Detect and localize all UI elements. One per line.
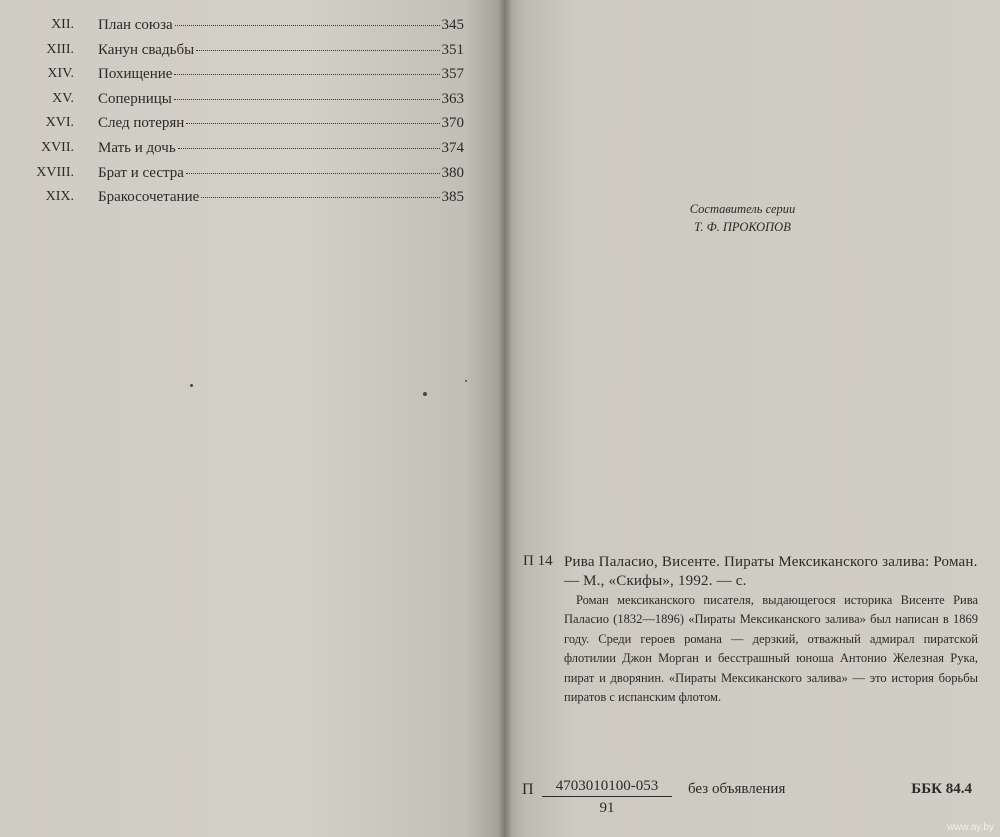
toc-row (0, 39, 470, 64)
toc-dot-leader (175, 25, 440, 26)
site-watermark: www.ay.by (946, 822, 994, 833)
toc-chapter-title: Мать и дочь (98, 139, 176, 156)
catalog-heading (564, 553, 980, 591)
toc-chapter-number: XVI. (45, 115, 74, 131)
toc-row (0, 14, 470, 39)
toc-row (0, 112, 470, 137)
toc-page-number: 363 (441, 90, 464, 107)
catalog-description-text: Роман мексиканского писателя, выдающегося историка Висенте Рива Паласио (1832—1896) «Пираты Мексиканского залива» был написан в 1869 году. Среди героев романа — дерзкий, отважный адмирал пиратской флотилии Джон Морган и бесстрашный юноша Антонио Железная Рука, пират и дворянин. «Пираты Мексиканского залива» — это история борьбы пиратов с испанским флотом. (564, 593, 978, 705)
toc-chapter-number: XV. (52, 90, 74, 106)
series-compiler (600, 200, 885, 236)
right-page (505, 0, 1000, 837)
toc-page-number: 374 (441, 139, 464, 156)
toc-page-number: 345 (441, 17, 464, 33)
toc-chapter-number: XIV. (47, 66, 74, 82)
catalog-description (564, 591, 978, 707)
toc-row (0, 63, 470, 88)
toc-dot-leader (174, 74, 439, 75)
catalog-index: П 14 (523, 553, 553, 569)
toc-page-number: 357 (441, 66, 464, 83)
toc-row (0, 162, 470, 187)
toc-chapter-title: Бракосочетание (98, 189, 200, 206)
toc-chapter-number: XIII. (46, 41, 74, 57)
paper-speck (465, 380, 467, 382)
toc-row (0, 137, 470, 162)
imprint-code-denominator: 91 (599, 800, 615, 816)
toc-dot-leader (174, 99, 440, 100)
toc-dot-leader (196, 50, 439, 51)
imprint-note: без объявления (688, 781, 786, 797)
catalog-author: Рива Паласио, Висенте. (564, 554, 721, 570)
book-gutter (498, 0, 512, 837)
toc-chapter-title: Брат и сестра (98, 164, 184, 181)
toc-chapter-number: XVIII. (36, 164, 74, 180)
series-compiler-label: Составитель серии (689, 202, 796, 216)
series-compiler-name: Т. Ф. ПРОКОПОВ (694, 220, 791, 234)
imprint-footer (520, 776, 980, 826)
toc-chapter-title: Похищение (98, 66, 173, 83)
imprint-code-fraction (542, 776, 672, 817)
paper-speck (190, 384, 193, 387)
toc-chapter-title: План союза (98, 17, 173, 33)
toc-dot-leader (201, 197, 439, 198)
toc-chapter-number: XVII. (40, 139, 74, 155)
bbk-code: ББК 84.4 (911, 781, 972, 797)
toc-chapter-title: След потерян (98, 115, 185, 132)
toc-row (0, 88, 470, 113)
toc-page-number: 380 (441, 164, 464, 181)
imprint-code-numerator: 4703010100-053 (542, 776, 672, 797)
toc-chapter-title: Канун свадьбы (98, 41, 195, 58)
toc-page-number: 351 (441, 41, 464, 58)
toc-dot-leader (186, 173, 440, 174)
toc-page-number: 370 (441, 115, 464, 132)
catalog-title-line: Пираты Мексиканского залива: Роман. — М., «Скифы», 1992. — с. (564, 554, 978, 589)
toc-chapter-number: XIX. (45, 189, 74, 205)
imprint-letter: П (522, 781, 534, 798)
toc-dot-leader (178, 148, 440, 149)
paper-speck (423, 392, 427, 396)
table-of-contents (0, 14, 470, 211)
toc-dot-leader (186, 123, 439, 124)
toc-chapter-number: XII. (51, 17, 74, 32)
toc-row (0, 186, 470, 211)
toc-page-number: 385 (441, 189, 464, 206)
toc-chapter-title: Соперницы (98, 90, 172, 107)
